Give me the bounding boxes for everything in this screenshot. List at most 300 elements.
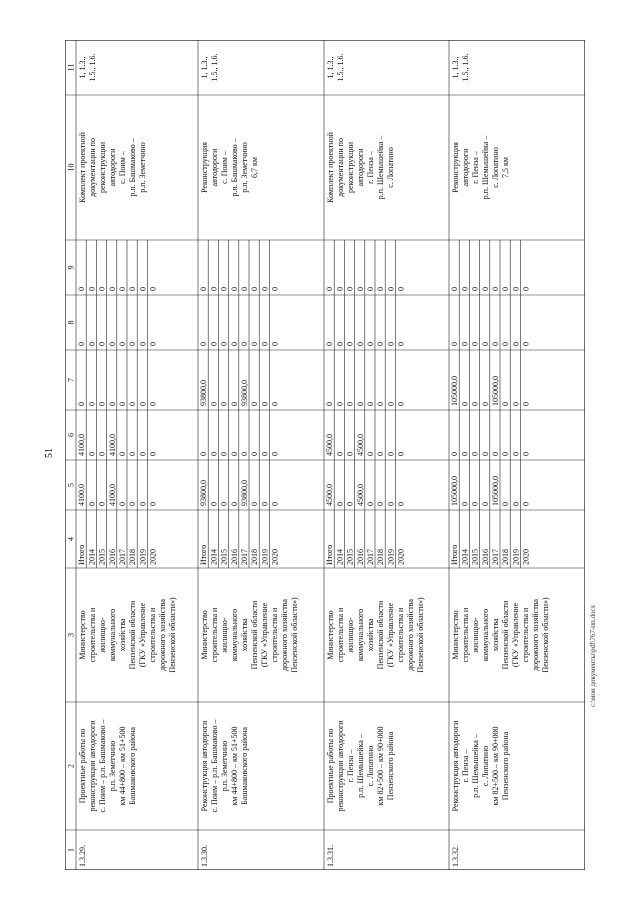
reference: 1, 1.3.,	[78, 56, 87, 79]
measure-name: с. Лопатино	[366, 745, 375, 787]
amount-cell: 0	[355, 342, 365, 346]
program-table	[65, 40, 585, 870]
year-label: 2020	[396, 549, 406, 565]
amount-cell: 0	[491, 342, 500, 346]
amount-cell: 0	[345, 402, 355, 406]
measure-name: р.п. Земетчино	[220, 740, 229, 792]
amount-cell: 0	[501, 452, 511, 456]
executor: строительства и	[336, 607, 345, 663]
amount-cell: 0	[460, 502, 470, 506]
amount-cell: 0	[97, 402, 107, 406]
executor: Министерство	[78, 610, 87, 660]
amount-cell: 0	[107, 287, 117, 291]
amount-cell: 0	[270, 342, 280, 346]
amount-cell: 0	[148, 452, 158, 456]
year-label: 2014	[87, 549, 97, 565]
amount-cell: 0	[521, 502, 531, 506]
amount-cell: 0	[450, 452, 460, 456]
year-label: 2016	[229, 549, 239, 565]
amount-cell: 0	[470, 452, 480, 456]
amount-cell: 0	[396, 342, 406, 346]
amount-cell: 4500,0	[355, 434, 365, 456]
result: с. Поим –	[118, 151, 127, 184]
measure-name: с. Поим – р.п. Башмаково –	[98, 719, 107, 813]
header-cell: 2	[66, 764, 76, 768]
result: 7,5 км	[501, 157, 510, 178]
result: с. Поим –	[220, 151, 229, 184]
executor: строительства и	[521, 607, 530, 663]
year-label: 2019	[511, 549, 521, 565]
amount-cell: 93800,0	[240, 480, 249, 506]
measure-name: Проектные работы по	[326, 728, 335, 804]
executor: Пензенской области»)	[290, 597, 299, 673]
amount-cell: 0	[470, 402, 480, 406]
year-label: Итого	[325, 544, 335, 565]
amount-cell: 0	[460, 402, 470, 406]
amount-cell: 0	[345, 287, 355, 291]
amount-cell: 0	[511, 342, 521, 346]
reference: 1, 1.3.,	[451, 56, 460, 79]
result: документации по	[88, 138, 97, 197]
amount-cell: 0	[270, 452, 280, 456]
row-number: 1.3.30.	[200, 845, 209, 867]
row-number: 1.3.32.	[451, 845, 460, 867]
amount-cell: 0	[118, 502, 127, 506]
amount-cell: 0	[376, 287, 386, 291]
amount-cell: 0	[209, 342, 219, 346]
amount-cell: 0	[366, 502, 375, 506]
measure-name: реконструкции автодороги	[336, 720, 345, 812]
amount-cell: 0	[199, 287, 209, 291]
amount-cell: 0	[376, 502, 386, 506]
measure-name: р.п. Шемышейка –	[356, 734, 365, 798]
amount-cell: 0	[128, 402, 138, 406]
amount-cell: 0	[138, 402, 148, 406]
amount-cell: 0	[138, 342, 148, 346]
amount-cell: 0	[335, 402, 345, 406]
measure-name: км 82+500 – км 90+000	[376, 726, 385, 806]
amount-cell: 0	[335, 452, 345, 456]
result: г. Пенза –	[366, 151, 375, 184]
amount-cell: 0	[501, 402, 511, 406]
amount-cell: 0	[209, 502, 219, 506]
year-label: 2019	[260, 549, 270, 565]
result: р.п. Башмаково –	[128, 138, 137, 197]
amount-cell: 0	[199, 342, 209, 346]
page-number: 51	[44, 448, 55, 458]
year-label: 2014	[460, 549, 470, 565]
measure-name: р.п. Земетчино	[108, 740, 117, 792]
amount-cell: 0	[480, 287, 490, 291]
amount-cell: 0	[470, 342, 480, 346]
amount-cell: 0	[250, 502, 260, 506]
amount-cell: 0	[386, 452, 396, 456]
executor: хозяйства	[240, 618, 249, 652]
amount-cell: 0	[138, 452, 148, 456]
measure-name: г. Пенза –	[346, 749, 355, 783]
executor: коммунального	[230, 608, 239, 662]
executor: Пензенской области	[376, 600, 385, 670]
amount-cell: 0	[335, 342, 345, 346]
measure-name: км 44+800 – км 51+500	[230, 726, 239, 806]
amount-cell: 0	[511, 287, 521, 291]
amount-cell: 0	[97, 287, 107, 291]
header-cell: 5	[66, 483, 76, 487]
amount-cell: 0	[325, 287, 335, 291]
amount-cell: 4100,0	[77, 434, 87, 456]
amount-cell: 0	[366, 402, 375, 406]
amount-cell: 4100,0	[77, 484, 87, 506]
executor: строительства и	[461, 607, 470, 663]
amount-cell: 93800,0	[199, 480, 209, 506]
amount-cell: 0	[386, 502, 396, 506]
executor: Министерство	[200, 610, 209, 660]
measure-name: с. Поим – р.п. Башмаково –	[210, 719, 219, 813]
executor: хозяйства	[366, 618, 375, 652]
amount-cell: 0	[219, 342, 229, 346]
amount-cell: 0	[250, 402, 260, 406]
amount-cell: 0	[386, 342, 396, 346]
amount-cell: 4100,0	[107, 484, 117, 506]
result: г. Пенза –	[471, 151, 480, 184]
amount-cell: 105000,0	[450, 476, 460, 506]
amount-cell: 0	[260, 342, 270, 346]
measure-name: Реконструкция автодороги	[200, 720, 209, 812]
amount-cell: 0	[250, 342, 260, 346]
amount-cell: 0	[260, 502, 270, 506]
amount-cell: 0	[77, 402, 87, 406]
amount-cell: 0	[219, 287, 229, 291]
amount-cell: 105000,0	[491, 376, 500, 406]
year-label: 2020	[270, 549, 280, 565]
year-label: 2019	[386, 549, 396, 565]
year-label: 2017	[118, 549, 127, 565]
amount-cell: 0	[521, 402, 531, 406]
amount-cell: 0	[128, 287, 138, 291]
amount-cell: 0	[229, 452, 239, 456]
executor: строительства и	[148, 607, 157, 663]
amount-cell: 0	[138, 502, 148, 506]
result: автодороги	[461, 148, 470, 187]
measure-name: Башмаковского района	[128, 727, 137, 805]
result: реконструкции	[98, 141, 107, 194]
executor: Пензенской области	[128, 600, 137, 670]
executor: жилищно-	[346, 617, 355, 653]
executor: жилищно-	[471, 617, 480, 653]
amount-cell: 0	[460, 287, 470, 291]
program-table-svg	[65, 40, 585, 870]
year-label: 2017	[491, 549, 500, 565]
result: Реконструкция	[451, 142, 460, 193]
amount-cell: 93800,0	[240, 380, 249, 406]
amount-cell: 0	[229, 502, 239, 506]
amount-cell: 0	[386, 287, 396, 291]
amount-cell: 105000,0	[450, 376, 460, 406]
amount-cell: 0	[491, 452, 500, 456]
executor: Пензенской области»)	[168, 597, 177, 673]
amount-cell: 0	[345, 452, 355, 456]
executor: Пензенской области»)	[541, 597, 550, 673]
amount-cell: 0	[77, 287, 87, 291]
amount-cell: 0	[229, 402, 239, 406]
result: р.п. Шемышейка –	[481, 135, 490, 200]
amount-cell: 0	[138, 287, 148, 291]
amount-cell: 0	[260, 452, 270, 456]
executor: Пензенской области»)	[416, 597, 425, 673]
header-cell: 7	[66, 378, 76, 382]
amount-cell: 4500,0	[355, 484, 365, 506]
measure-name: с. Лопатино	[481, 745, 490, 787]
amount-cell: 0	[148, 402, 158, 406]
amount-cell: 0	[199, 452, 209, 456]
amount-cell: 0	[219, 452, 229, 456]
amount-cell: 0	[260, 287, 270, 291]
measure-name: км 44+800 – км 51+500	[118, 726, 127, 806]
executor: коммунального	[108, 608, 117, 662]
measure-name: Проектные работы по	[78, 728, 87, 804]
year-label: 2016	[355, 549, 365, 565]
amount-cell: 0	[240, 342, 249, 346]
amount-cell: 0	[501, 502, 511, 506]
executor: коммунального	[356, 608, 365, 662]
executor: дорожного хозяйства	[406, 599, 415, 671]
amount-cell: 0	[260, 402, 270, 406]
amount-cell: 0	[118, 342, 127, 346]
amount-cell: 0	[229, 287, 239, 291]
amount-cell: 0	[386, 402, 396, 406]
amount-cell: 0	[376, 342, 386, 346]
executor: Пензенской области	[501, 600, 510, 670]
result: реконструкции	[346, 141, 355, 194]
result: Комплект проектной	[326, 132, 335, 203]
row-number: 1.3.31.	[326, 845, 335, 867]
year-label: 2015	[470, 549, 480, 565]
header-cell: 3	[66, 633, 76, 637]
amount-cell: 0	[511, 402, 521, 406]
header-cell: 4	[66, 537, 76, 541]
result: р.п. Земетчино	[138, 142, 147, 193]
amount-cell: 0	[148, 502, 158, 506]
amount-cell: 0	[97, 342, 107, 346]
executor: строительства и	[270, 607, 279, 663]
amount-cell: 0	[501, 342, 511, 346]
amount-cell: 0	[148, 342, 158, 346]
executor: строительства и	[396, 607, 405, 663]
amount-cell: 0	[209, 402, 219, 406]
amount-cell: 0	[118, 452, 127, 456]
amount-cell: 0	[345, 342, 355, 346]
amount-cell: 0	[480, 502, 490, 506]
executor: хозяйства	[491, 618, 500, 652]
amount-cell: 0	[325, 402, 335, 406]
header-cell: 9	[66, 265, 76, 270]
executor: (ГКУ «Управление	[386, 602, 395, 668]
amount-cell: 0	[521, 287, 531, 291]
reference: 1, 1.3.,	[326, 56, 335, 79]
result: с. Лопатино	[491, 147, 500, 188]
amount-cell: 0	[219, 502, 229, 506]
amount-cell: 0	[270, 287, 280, 291]
year-label: Итого	[77, 544, 87, 565]
amount-cell: 0	[97, 502, 107, 506]
amount-cell: 0	[470, 502, 480, 506]
amount-cell: 0	[325, 342, 335, 346]
result: Реконструкция	[200, 142, 209, 193]
amount-cell: 0	[128, 342, 138, 346]
amount-cell: 0	[87, 502, 97, 506]
year-label: 2018	[501, 549, 511, 565]
amount-cell: 0	[250, 452, 260, 456]
amount-cell: 0	[250, 287, 260, 291]
amount-cell: 0	[335, 287, 345, 291]
amount-cell: 0	[511, 452, 521, 456]
amount-cell: 4500,0	[325, 434, 335, 456]
header-cell: 10	[66, 163, 76, 172]
result: р.п. Башмаково –	[230, 138, 239, 197]
amount-cell: 0	[480, 402, 490, 406]
amount-cell: 0	[491, 287, 500, 291]
result: с. Лопатино	[386, 147, 395, 188]
reference: 1.5., 1.6.	[88, 53, 97, 82]
measure-name: Башмаковского района	[240, 727, 249, 805]
amount-cell: 0	[480, 342, 490, 346]
executor: Министерство	[326, 610, 335, 660]
result: автодороги	[356, 148, 365, 187]
amount-cell: 0	[128, 452, 138, 456]
amount-cell: 0	[128, 502, 138, 506]
year-label: 2018	[250, 549, 260, 565]
year-label: Итого	[450, 544, 460, 565]
amount-cell: 0	[376, 402, 386, 406]
amount-cell: 0	[470, 287, 480, 291]
amount-cell: 0	[396, 402, 406, 406]
amount-cell: 0	[240, 287, 249, 291]
amount-cell: 0	[107, 342, 117, 346]
executor: Пензенской области	[250, 600, 259, 670]
amount-cell: 0	[521, 342, 531, 346]
year-label: 2017	[366, 549, 375, 565]
header-cell: 11	[66, 63, 76, 72]
executor: дорожного хозяйства	[158, 599, 167, 671]
amount-cell: 0	[521, 452, 531, 456]
amount-cell: 0	[118, 402, 127, 406]
amount-cell: 0	[270, 402, 280, 406]
measure-name: км 82+500 – км 90+000	[491, 726, 500, 806]
amount-cell: 0	[366, 452, 375, 456]
measure-name: г. Пенза –	[461, 749, 470, 783]
year-label: 2018	[128, 549, 138, 565]
amount-cell: 0	[366, 342, 375, 346]
amount-cell: 0	[219, 402, 229, 406]
measure-name: реконструкции автодороги	[88, 720, 97, 812]
executor: коммунального	[481, 608, 490, 662]
amount-cell: 4100,0	[107, 434, 117, 456]
executor: жилищно-	[98, 617, 107, 653]
amount-cell: 4500,0	[325, 484, 335, 506]
amount-cell: 0	[209, 287, 219, 291]
amount-cell: 0	[118, 287, 127, 291]
year-label: 2017	[240, 549, 249, 565]
amount-cell: 0	[335, 502, 345, 506]
amount-cell: 0	[77, 342, 87, 346]
amount-cell: 0	[460, 342, 470, 346]
year-label: 2016	[107, 549, 117, 565]
executor: (ГКУ «Управление	[138, 602, 147, 668]
row-number: 1.3.29.	[78, 845, 87, 867]
amount-cell: 0	[355, 287, 365, 291]
measure-name: Пензенского района	[501, 731, 510, 801]
year-label: 2018	[376, 549, 386, 565]
year-label: 2015	[97, 549, 107, 565]
amount-cell: 0	[376, 452, 386, 456]
amount-cell: 0	[87, 402, 97, 406]
executor: (ГКУ «Управление	[260, 602, 269, 668]
executor: строительства и	[210, 607, 219, 663]
year-label: 2020	[521, 549, 531, 565]
result: документации по	[336, 138, 345, 197]
year-label: 2014	[335, 549, 345, 565]
year-label: 2016	[480, 549, 490, 565]
amount-cell: 93800,0	[199, 380, 209, 406]
result: автодороги	[210, 148, 219, 187]
amount-cell: 0	[396, 452, 406, 456]
header-cell: 1	[66, 848, 76, 852]
amount-cell: 0	[511, 502, 521, 506]
year-label: Итого	[199, 544, 209, 565]
amount-cell: 0	[270, 502, 280, 506]
amount-cell: 0	[97, 452, 107, 456]
result: р.п. Земетчино	[240, 142, 249, 193]
header-row	[67, 64, 76, 852]
year-label: 2020	[148, 549, 158, 565]
amount-cell: 0	[240, 452, 249, 456]
executor: Министерство	[451, 610, 460, 660]
executor: дорожного хозяйства	[531, 599, 540, 671]
executor: жилищно-	[220, 617, 229, 653]
amount-cell: 0	[460, 452, 470, 456]
reference: 1, 1.3.,	[200, 56, 209, 79]
amount-cell: 0	[396, 502, 406, 506]
measure-name: Пензенского района	[386, 731, 395, 801]
result: р.п. Шемышейка –	[376, 135, 385, 200]
amount-cell: 0	[148, 287, 158, 291]
year-label: 2014	[209, 549, 219, 565]
amount-cell: 0	[355, 402, 365, 406]
header-cell: 8	[66, 320, 76, 325]
executor: дорожного хозяйства	[280, 599, 289, 671]
amount-cell: 0	[87, 287, 97, 291]
measure-name: р.п. Шемышейка –	[471, 734, 480, 798]
measure-name: Реконструкция автодороги	[451, 720, 460, 812]
amount-cell: 0	[450, 287, 460, 291]
result: Комплект проектной	[78, 132, 87, 203]
year-label: 2019	[138, 549, 148, 565]
result: автодороги	[108, 148, 117, 187]
executor: (ГКУ «Управление	[511, 602, 520, 668]
amount-cell: 0	[209, 452, 219, 456]
reference: 1.5., 1.6.	[210, 53, 219, 82]
amount-cell: 0	[396, 287, 406, 291]
executor: хозяйства	[118, 618, 127, 652]
footer-path: c:\мои документы\pdf\767-пп.docx	[589, 604, 597, 707]
reference: 1.5., 1.6.	[461, 53, 470, 82]
header-cell: 6	[66, 433, 76, 437]
year-label: 2015	[219, 549, 229, 565]
reference: 1.5., 1.6.	[336, 53, 345, 82]
year-label: 2015	[345, 549, 355, 565]
result: 6,7 км	[250, 157, 259, 178]
amount-cell: 105000,0	[491, 476, 500, 506]
